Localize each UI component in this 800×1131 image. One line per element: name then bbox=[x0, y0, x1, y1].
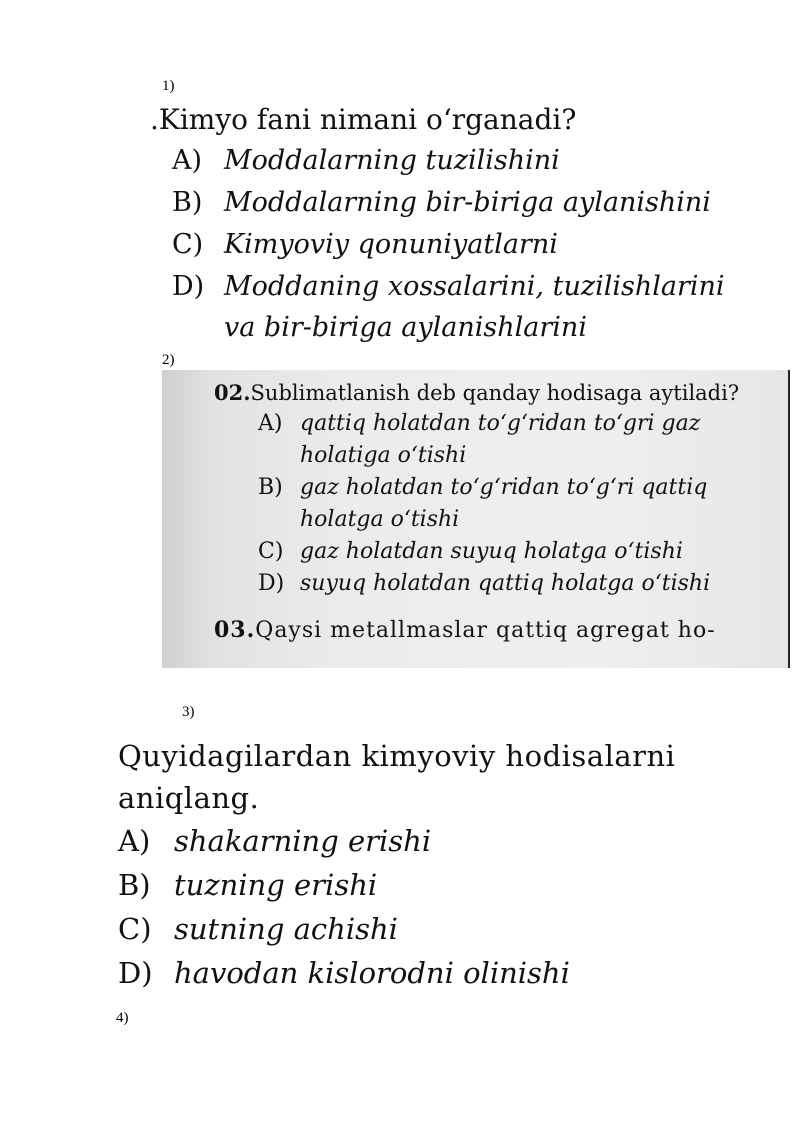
option-text: qattiq holatdan to‘g‘ridan to‘gri gaz bbox=[300, 411, 701, 436]
option-letter: A) bbox=[172, 145, 203, 176]
option-letter: C) bbox=[118, 912, 152, 946]
question-2-option-c bbox=[214, 536, 784, 568]
option-letter: A) bbox=[258, 411, 283, 436]
question-2-option-b bbox=[214, 472, 784, 504]
option-text: Kimyoviy qonuniyatlarni bbox=[224, 229, 558, 260]
question-3-option-b bbox=[118, 863, 778, 907]
question-1-stem: .Kimyo fani nimani o‘rganadi? bbox=[150, 103, 577, 136]
next-question-fragment bbox=[214, 614, 784, 647]
question-3-option-d bbox=[118, 951, 778, 995]
option-letter: C) bbox=[172, 229, 204, 260]
question-1-option-a bbox=[150, 140, 790, 182]
option-text: gaz holatdan suyuq holatga o‘tishi bbox=[300, 539, 683, 564]
question-3-option-a bbox=[118, 819, 778, 863]
option-letter: A) bbox=[118, 824, 151, 858]
question-2-option-b-continuation: holatga o‘tishi bbox=[300, 507, 460, 532]
option-text: Moddaning xossalarini, tuzilishlarini bbox=[224, 271, 725, 302]
option-text: sutning achishi bbox=[174, 912, 398, 946]
question-2-stem bbox=[214, 378, 784, 408]
option-text: gaz holatdan to‘g‘ridan to‘g‘ri qattiq bbox=[300, 475, 708, 500]
option-letter: D) bbox=[118, 956, 153, 990]
option-text: Moddalarning tuzilishini bbox=[224, 145, 560, 176]
question-number-1: 1) bbox=[162, 78, 175, 94]
question-3-option-c bbox=[118, 907, 778, 951]
question-number-2: 2) bbox=[162, 352, 175, 368]
question-2-stem-number: 02. bbox=[214, 380, 251, 405]
question-1-option-d bbox=[150, 266, 790, 308]
option-letter: D) bbox=[258, 571, 285, 596]
option-letter: D) bbox=[172, 271, 205, 302]
question-number-4: 4) bbox=[116, 1010, 129, 1026]
option-letter: B) bbox=[258, 475, 283, 500]
option-letter: B) bbox=[118, 868, 151, 902]
next-question-number: 03. bbox=[214, 617, 256, 643]
option-text: Moddalarning bir-biriga aylanishini bbox=[224, 187, 711, 218]
question-3-stem-line1: Quyidagilardan kimyoviy hodisalarni bbox=[118, 739, 676, 773]
next-question-text: Qaysi metallmaslar qattiq agregat ho- bbox=[255, 618, 716, 643]
option-text: havodan kislorodni olinishi bbox=[174, 956, 570, 990]
question-1-option-d-continuation: va bir-biriga aylanishlarini bbox=[224, 312, 587, 343]
scanned-question-image bbox=[162, 370, 790, 668]
option-letter: B) bbox=[172, 187, 203, 218]
option-text: tuzning erishi bbox=[174, 868, 378, 902]
question-2-option-a bbox=[214, 408, 784, 440]
option-text: suyuq holatdan qattiq holatga o‘tishi bbox=[300, 571, 711, 596]
question-1-option-b bbox=[150, 182, 790, 224]
option-letter: C) bbox=[258, 539, 284, 564]
question-2-stem-text: Sublimatlanish deb qanday hodisaga aytiladi? bbox=[250, 381, 740, 405]
question-1-option-c bbox=[150, 224, 790, 266]
question-number-3: 3) bbox=[182, 704, 195, 720]
option-text: shakarning erishi bbox=[174, 824, 432, 858]
question-3 bbox=[118, 735, 778, 995]
question-2-option-a-continuation: holatiga o‘tishi bbox=[300, 443, 467, 468]
question-3-stem-line2: aniqlang. bbox=[118, 781, 260, 815]
question-1 bbox=[150, 100, 790, 348]
question-2-option-d bbox=[214, 568, 784, 600]
